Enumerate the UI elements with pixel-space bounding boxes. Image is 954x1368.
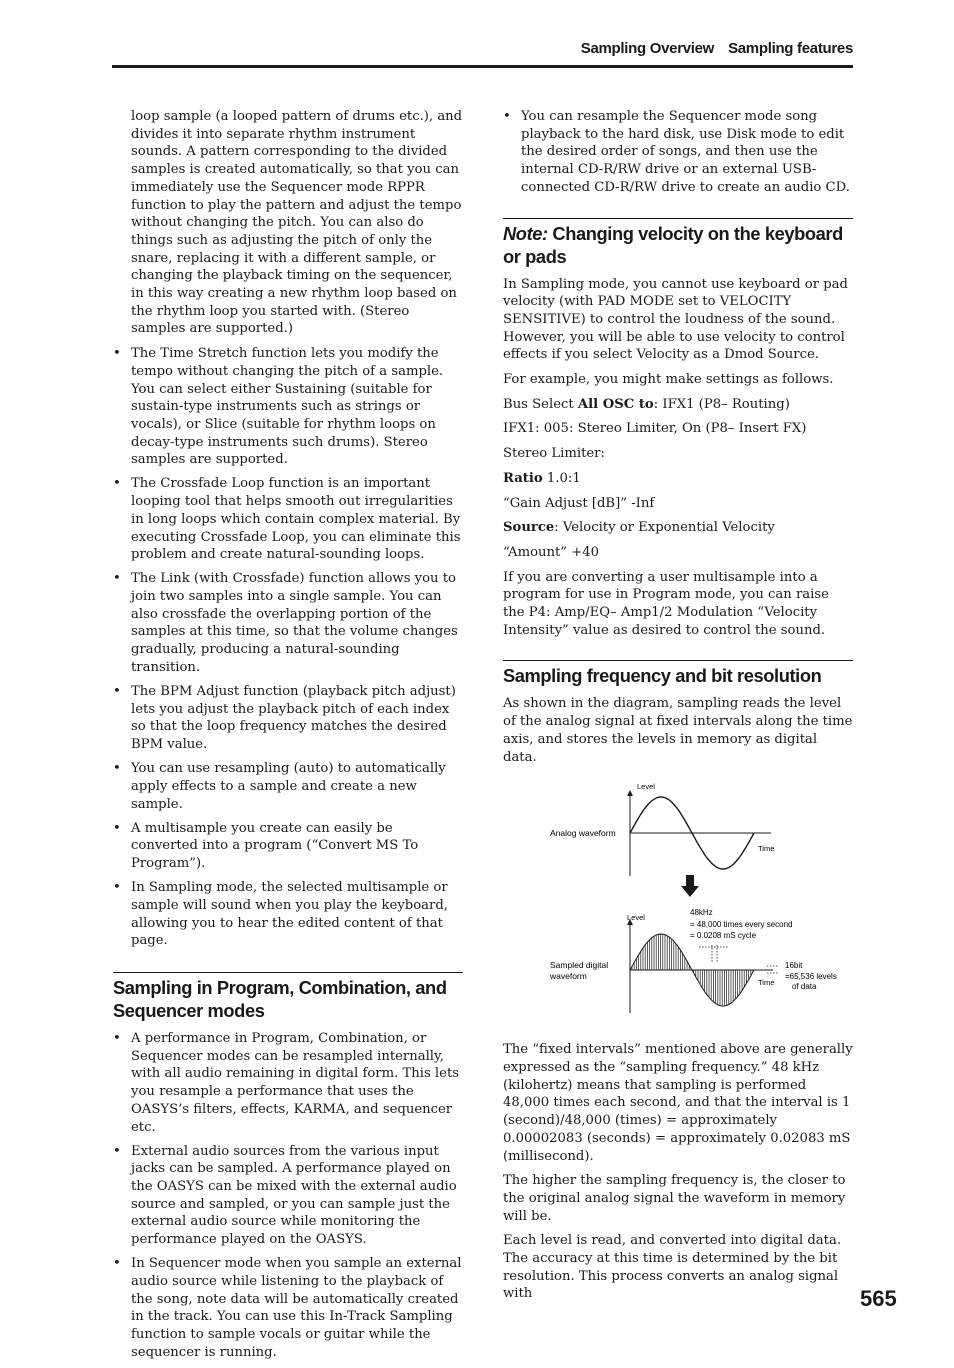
running-header xyxy=(112,40,853,68)
digital-time-label: Time xyxy=(758,978,775,988)
bits-line-2: of data xyxy=(792,982,817,992)
list-item: • You can use resampling (auto) to automatically apply effects to a sample and create a new sample. xyxy=(113,760,463,813)
bits-line-1: =65,536 levels xyxy=(785,972,837,982)
down-arrow-shaft xyxy=(686,875,694,887)
bits-title: 16bit xyxy=(785,961,803,971)
setting-gain: “Gain Adjust [dB]” -Inf xyxy=(503,495,655,511)
rate-title: 48kHz xyxy=(690,908,713,918)
note-heading xyxy=(503,218,853,268)
digital-waveform-label-2: waveform xyxy=(550,971,587,982)
paragraph: If you are converting a user multisample into a program for use in Program mode, you can raise the P4: Amp/EQ– Amp1/2 Modulation “Velocity Intensity” value as desired to control the sound. xyxy=(503,569,829,638)
sampling-diagram-svg xyxy=(503,773,853,1023)
resampling-list xyxy=(113,1030,463,1361)
setting-ifx: IFX1: 005: Stereo Limiter, On (P8– Insert FX) xyxy=(503,421,807,437)
list-item: • The Link (with Crossfade) function allows you to join two samples into a single sample. You can also crossfade the overlapping portion of the samples at this time, so that the volume changes gradually, producing a natural-sounding transition. xyxy=(113,570,463,676)
digital-waveform-label-1: Sampled digital xyxy=(550,960,609,971)
paragraph: The higher the sampling frequency is, the closer to the original analog signal the waveform in memory will be. xyxy=(503,1173,846,1224)
list-item: • A performance in Program, Combination, or Sequencer modes can be resampled internally, with all audio remaining in digital form. This lets you resample a performance that uses the OASYS’s filters, effects, KARMA, and sequencer etc. xyxy=(113,1030,463,1136)
list-item: • The Crossfade Loop function is an important looping tool that helps smooth out irregularities in long loops which contain complex material. By executing Crossfade Loop, you can eliminate this problem and create natural-sounding loops. xyxy=(113,475,463,564)
list-item: • External audio sources from the various input jacks can be sampled. A performance played on the OASYS can be mixed with the external audio source and sampled, or you can sample just the external audio source while monitoring the performance played on the OASYS. xyxy=(113,1143,463,1249)
paragraph: As shown in the diagram, sampling reads the level of the analog signal at fixed intervals along the time axis, and stores the levels in memory as digital data. xyxy=(503,696,853,765)
header-section: Sampling Overview xyxy=(580,40,715,57)
section-heading-frequency: Sampling frequency and bit resolution xyxy=(503,660,853,687)
list-item: • You can resample the Sequencer mode song playback to the hard disk, use Disk mode to edit the desired order of songs, and then use the internal CD-R/RW drive or an external USB-connected CD-R/RW drive to create an audio CD. xyxy=(503,108,853,197)
rate-line-1: = 48,000 times every second xyxy=(690,920,793,930)
features-list xyxy=(113,345,463,950)
note-label: Note: xyxy=(503,222,548,244)
list-item: • In Sampling mode, the selected multisample or sample will sound when you play the keyboard, allowing you to hear the edited content of that page. xyxy=(113,879,463,950)
left-column xyxy=(113,108,463,1368)
analog-level-label: Level xyxy=(637,782,655,792)
section-heading-resampling: Sampling in Program, Combination, and Sequencer modes xyxy=(113,972,463,1022)
list-item: • In Sequencer mode when you sample an external audio source while listening to the playback of the song, note data will be automatically created in the track. You can use this In-Track Sampling function to sample vocals or guitar while the sequencer is running. xyxy=(113,1255,463,1361)
rate-line-2: = 0.0208 mS cycle xyxy=(690,931,757,941)
analog-time-label: Time xyxy=(758,844,775,854)
list-item: • The BPM Adjust function (playback pitch adjust) lets you adjust the playback pitch of each index so that the loop frequency matches the desired BPM value. xyxy=(113,683,463,754)
paragraph: For example, you might make settings as follows. xyxy=(503,372,834,388)
continued-paragraph: loop sample (a looped pattern of drums etc.), and divides it into separate rhythm instrument sounds. A pattern corresponding to the divided samples is created automatically, so that you can immediately use the Sequencer mode RPPR function to play the pattern and adjust the tempo without changing the pitch. You can also do things such as adjusting the pitch of only the snare, replacing it with a different sample, or changing the playback timing on the sequencer, in this way creating a new rhythm loop based on the rhythm loop you started with. (Stereo samples are supported.) xyxy=(131,109,463,337)
list-item: • The Time Stretch function lets you modify the tempo without changing the pitch of a sample. You can select either Sustaining (suitable for sustain-type instruments such as strings or vocals), or Slice (suitable for rhythm loops on decay-type instruments such drums). Stereo samples are supported. xyxy=(113,345,463,469)
digital-level-label: Level xyxy=(627,913,645,923)
down-arrow-icon xyxy=(681,886,699,897)
paragraph: In Sampling mode, you cannot use keyboard or pad velocity (with PAD MODE set to VELOCITY SENSITIVE) to control the loudness of the sound. However, you will be able to use velocity to control effects if you select Velocity as a Dmod Source. xyxy=(503,276,848,363)
setting-bus-select: Bus Select All OSC to: IFX1 (P8– Routing) xyxy=(503,396,790,412)
note-title: Changing velocity on the keyboard or pads xyxy=(503,222,843,267)
paragraph: The “fixed intervals” mentioned above are generally expressed as the “sampling frequency.” 48 kHz (kilohertz) means that sampling is performed 48,000 times each second, and that the interval is 1 (second)/48,000 (times) = approximately 0.00002083 (seconds) = approximately 0.02083 mS (millisecond). xyxy=(503,1042,853,1164)
sampling-diagram xyxy=(503,773,853,1023)
setting-ratio: Ratio 1.0:1 xyxy=(503,470,581,486)
setting-limiter: Stereo Limiter: xyxy=(503,446,605,462)
top-list xyxy=(503,108,853,197)
setting-amount: “Amount” +40 xyxy=(503,544,600,560)
setting-source: Source: Velocity or Exponential Velocity xyxy=(503,520,775,536)
header-subsection: Sampling features xyxy=(728,40,853,57)
list-item: • A multisample you create can easily be converted into a program (“Convert MS To Program”). xyxy=(113,820,463,873)
paragraph: Each level is read, and converted into digital data. The accuracy at this time is determined by the bit resolution. This process converts an analog signal with xyxy=(503,1233,842,1302)
right-column xyxy=(503,108,853,1310)
analog-waveform-label: Analog waveform xyxy=(550,828,616,839)
page-number: 565 xyxy=(860,1286,897,1311)
